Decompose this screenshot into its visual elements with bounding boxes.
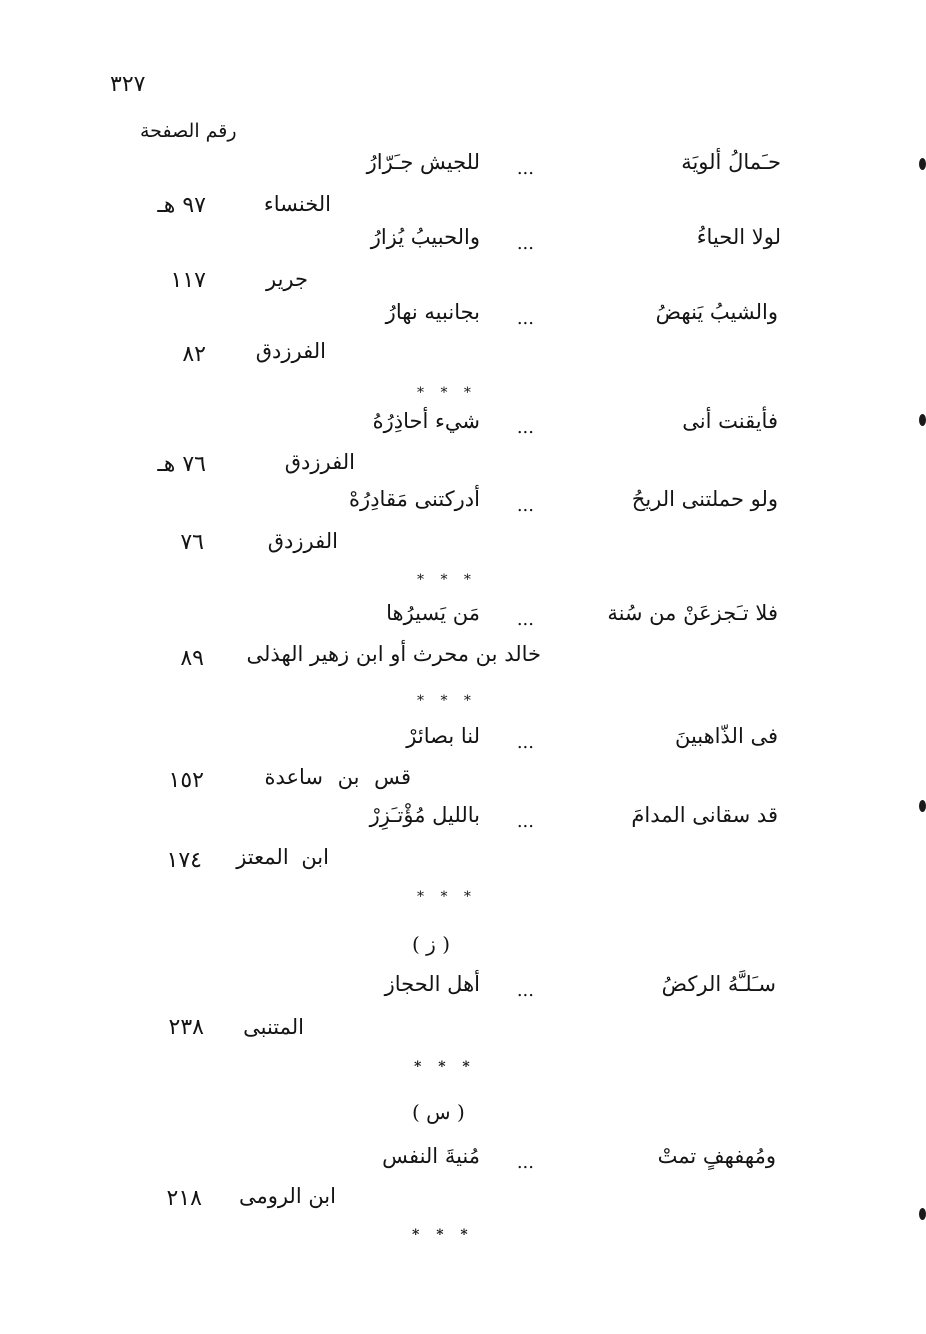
ellipsis: ...: [516, 811, 534, 832]
verse-end: لنا بصائرْ: [406, 724, 480, 748]
verse-start: لولا الحياءُ: [696, 225, 781, 249]
section-separator: * * *: [417, 889, 477, 905]
ellipsis: ...: [516, 308, 534, 329]
page-ref: ١٥٢: [168, 768, 204, 793]
poet-name: ابن المعتز: [236, 845, 329, 869]
ellipsis: ...: [516, 417, 534, 438]
verse-start: حـَمالُ ألويَة: [681, 150, 781, 174]
verse-end: بجانبيه نهارُ: [385, 300, 480, 324]
poet-name: ابن الرومى: [238, 1184, 336, 1208]
verse-end: للجيش جـَرّارُ: [366, 150, 480, 174]
verse-start: ومُهفهفٍ تمتْ: [657, 1144, 776, 1168]
ellipsis: ...: [516, 980, 534, 1001]
verse-end: بالليل مُؤْتـَزِرْ: [369, 803, 480, 827]
poet-name: الفرزدق: [267, 529, 338, 553]
verse-end: شيء أحاذِرُهُ: [372, 409, 480, 433]
verse-start: فأيقنت أنى: [682, 409, 778, 433]
ellipsis: ...: [516, 158, 534, 179]
margin-dot-mark: [919, 800, 926, 812]
poet-name: خالد بن محرث أو ابن زهير الهذلى: [246, 642, 541, 666]
ellipsis: ...: [516, 495, 534, 516]
poet-name: جرير: [266, 267, 308, 291]
margin-dot-mark: [919, 158, 926, 170]
ellipsis: ...: [516, 1152, 534, 1173]
verse-end: مَن يَسيرُها: [386, 601, 480, 625]
verse-start: سـَلـَّهُ الركضُ: [661, 972, 776, 996]
ellipsis: ...: [516, 609, 534, 630]
margin-dot-mark: [919, 414, 926, 426]
verse-end: مُنيةَ النفس: [382, 1144, 480, 1168]
page-ref: ٢٣٨: [168, 1015, 204, 1040]
column-header: رقم الصفحة: [140, 120, 237, 142]
section-separator: * * *: [417, 693, 477, 709]
section-separator: * * *: [414, 1059, 476, 1075]
letter-heading: ( س ): [412, 1100, 465, 1124]
page-ref: ١١٧: [170, 268, 206, 293]
verse-start: قد سقانى المدامَ: [631, 803, 778, 827]
page-ref: ٢١٨: [166, 1186, 202, 1211]
ellipsis: ...: [516, 732, 534, 753]
verse-start: فلا تـَجزعَنْ من سُنة: [607, 601, 778, 625]
letter-heading: ( ز ): [412, 932, 451, 956]
page-number: ٣٢٧: [110, 72, 146, 97]
section-separator: * * *: [417, 385, 477, 401]
page-ref: ١٧٤: [166, 848, 202, 873]
poet-name: المتنبى: [243, 1015, 304, 1039]
verse-end: والحبيبُ يُزارُ: [370, 225, 480, 249]
poet-name: الفرزدق: [284, 450, 355, 474]
section-separator: * * *: [412, 1227, 474, 1243]
section-separator: * * *: [417, 572, 477, 588]
poet-name: الخنساء: [263, 192, 331, 216]
page-ref: ٧٦: [180, 530, 204, 555]
poet-name: الفرزدق: [255, 339, 326, 363]
margin-dot-mark: [919, 1208, 926, 1220]
verse-start: والشيبُ يَنهضُ: [655, 300, 778, 324]
page-ref: ٧٦ هـ: [157, 452, 206, 477]
verse-end: أدركتنى مَقادِرُهْ: [349, 487, 480, 511]
page-ref: ٩٧ هـ: [157, 193, 206, 218]
page-ref: ٨٢: [182, 342, 206, 367]
ellipsis: ...: [516, 233, 534, 254]
verse-start: فى الذّاهبينَ: [674, 724, 778, 748]
poet-name: قس بن ساعدة: [264, 765, 411, 789]
verse-start: ولو حملتنى الريحُ: [631, 487, 778, 511]
page-ref: ٨٩: [180, 646, 204, 671]
verse-end: أهل الحجاز: [384, 972, 480, 996]
